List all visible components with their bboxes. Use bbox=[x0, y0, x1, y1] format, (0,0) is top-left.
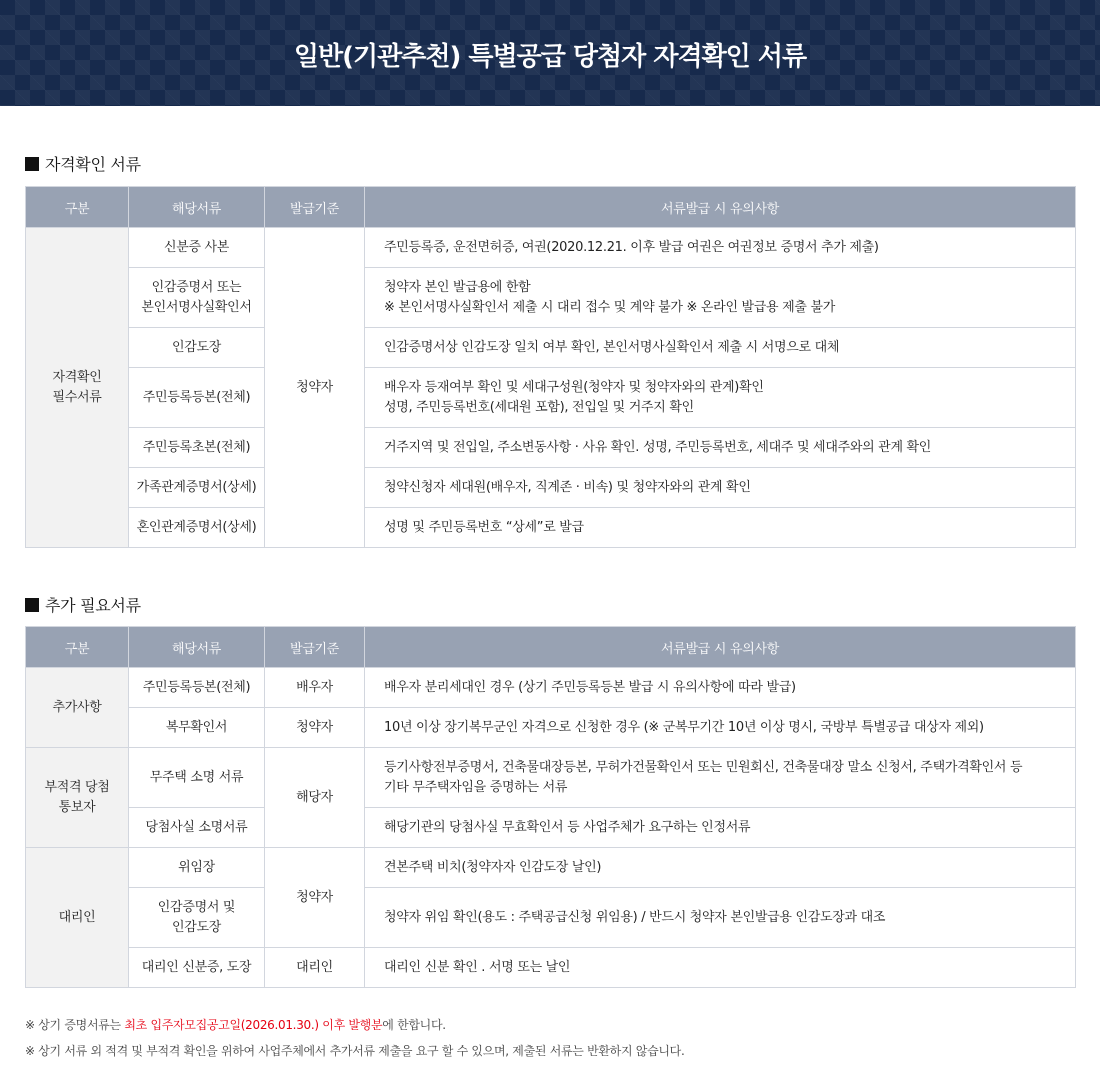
document-cell: 위임장 bbox=[129, 848, 265, 888]
section-title-text: 자격확인 서류 bbox=[45, 155, 141, 174]
note-cell: 대리인 신분 확인 . 서명 또는 날인 bbox=[365, 948, 1076, 988]
category-cell: 자격확인 필수서류 bbox=[26, 228, 129, 548]
table-row bbox=[26, 948, 1076, 988]
note-cell: 청약자 본인 발급용에 한함 ※ 본인서명사실확인서 제출 시 대리 접수 및 계약 불가 ※ 온라인 발급용 제출 불가 bbox=[365, 268, 1076, 328]
table-row bbox=[26, 368, 1076, 428]
table-row bbox=[26, 888, 1076, 948]
table-row bbox=[26, 848, 1076, 888]
highlighted-date-text: 최초 입주자모집공고일(2026.01.30.) 이후 발행분 bbox=[124, 1018, 383, 1032]
basis-cell: 청약자 bbox=[265, 228, 365, 548]
document-cell: 주민등록등본(전체) bbox=[129, 668, 265, 708]
document-cell: 무주택 소명 서류 bbox=[129, 748, 265, 808]
column-header: 해당서류 bbox=[129, 187, 265, 228]
table-row bbox=[26, 328, 1076, 368]
column-header: 발급기준 bbox=[265, 627, 365, 668]
note-cell: 성명 및 주민등록번호 “상세”로 발급 bbox=[365, 508, 1076, 548]
document-cell: 복무확인서 bbox=[129, 708, 265, 748]
table-row bbox=[26, 428, 1076, 468]
note-cell: 배우자 등재여부 확인 및 세대구성원(청약자 및 청약자와의 관계)확인 성명, 주민등록번호(세대원 포함), 전입일 및 거주지 확인 bbox=[365, 368, 1076, 428]
table-header-row bbox=[26, 627, 1076, 668]
document-cell: 주민등록등본(전체) bbox=[129, 368, 265, 428]
header-banner bbox=[0, 0, 1100, 106]
basis-cell: 대리인 bbox=[265, 948, 365, 988]
document-cell: 혼인관계증명서(상세) bbox=[129, 508, 265, 548]
category-cell: 추가사항 bbox=[26, 668, 129, 748]
footnote-additional-request: ※ 상기 서류 외 적격 및 부적격 확인을 위하여 사업주체에서 추가서류 제출을 요구 할 수 있으며, 제출된 서류는 반환하지 않습니다. bbox=[25, 1044, 685, 1058]
basis-cell: 청약자 bbox=[265, 708, 365, 748]
document-cell: 가족관계증명서(상세) bbox=[129, 468, 265, 508]
table-row bbox=[26, 468, 1076, 508]
footnote-validity: ※ 상기 증명서류는 최초 입주자모집공고일(2026.01.30.) 이후 발행분에 한합니다. bbox=[25, 1018, 446, 1032]
table-row bbox=[26, 748, 1076, 808]
document-cell: 인감도장 bbox=[129, 328, 265, 368]
note-cell: 견본주택 비치(청약자자 인감도장 날인) bbox=[365, 848, 1076, 888]
note-cell: 청약자 위임 확인(용도 : 주택공급신청 위임용) / 반드시 청약자 본인발급용 인감도장과 대조 bbox=[365, 888, 1076, 948]
table-row bbox=[26, 668, 1076, 708]
note-cell: 인감증명서상 인감도장 일치 여부 확인, 본인서명사실확인서 제출 시 서명으로 대체 bbox=[365, 328, 1076, 368]
table-header-row bbox=[26, 187, 1076, 228]
document-cell: 대리인 신분증, 도장 bbox=[129, 948, 265, 988]
section-title-additional bbox=[25, 593, 141, 616]
basis-cell: 해당자 bbox=[265, 748, 365, 848]
note-cell: 주민등록증, 운전면허증, 여권(2020.12.21. 이후 발급 여권은 여권정보 증명서 추가 제출) bbox=[365, 228, 1076, 268]
column-header: 발급기준 bbox=[265, 187, 365, 228]
document-cell: 인감증명서 또는 본인서명사실확인서 bbox=[129, 268, 265, 328]
section-title-qualification bbox=[25, 152, 141, 175]
square-bullet-icon bbox=[25, 157, 39, 171]
square-bullet-icon bbox=[25, 598, 39, 612]
note-cell: 해당기관의 당첨사실 무효확인서 등 사업주체가 요구하는 인정서류 bbox=[365, 808, 1076, 848]
note-cell: 청약신청자 세대원(배우자, 직계존 · 비속) 및 청약자와의 관계 확인 bbox=[365, 468, 1076, 508]
qualification-docs-table bbox=[25, 186, 1076, 548]
note-cell: 10년 이상 장기복무군인 자격으로 신청한 경우 (※ 군복무기간 10년 이상 명시, 국방부 특별공급 대상자 제외) bbox=[365, 708, 1076, 748]
page-title: 일반(기관추천) 특별공급 당첨자 자격확인 서류 bbox=[293, 42, 807, 72]
table-row bbox=[26, 268, 1076, 328]
note-cell: 배우자 분리세대인 경우 (상기 주민등록등본 발급 시 유의사항에 따라 발급) bbox=[365, 668, 1076, 708]
column-header: 구분 bbox=[26, 627, 129, 668]
table-row bbox=[26, 808, 1076, 848]
additional-docs-table bbox=[25, 626, 1076, 988]
table-row bbox=[26, 508, 1076, 548]
note-cell: 등기사항전부증명서, 건축물대장등본, 무허가건물확인서 또는 민원회신, 건축물대장 말소 신청서, 주택가격확인서 등 기타 무주택자임을 증명하는 서류 bbox=[365, 748, 1076, 808]
category-cell: 부적격 당첨 통보자 bbox=[26, 748, 129, 848]
table-row bbox=[26, 708, 1076, 748]
section-title-text: 추가 필요서류 bbox=[45, 596, 141, 615]
table-row bbox=[26, 228, 1076, 268]
basis-cell: 청약자 bbox=[265, 848, 365, 948]
column-header: 서류발급 시 유의사항 bbox=[365, 187, 1076, 228]
column-header: 서류발급 시 유의사항 bbox=[365, 627, 1076, 668]
document-cell: 당첨사실 소명서류 bbox=[129, 808, 265, 848]
category-cell: 대리인 bbox=[26, 848, 129, 988]
document-cell: 신분증 사본 bbox=[129, 228, 265, 268]
document-cell: 주민등록초본(전체) bbox=[129, 428, 265, 468]
column-header: 구분 bbox=[26, 187, 129, 228]
note-cell: 거주지역 및 전입일, 주소변동사항 · 사유 확인. 성명, 주민등록번호, 세대주 및 세대주와의 관계 확인 bbox=[365, 428, 1076, 468]
column-header: 해당서류 bbox=[129, 627, 265, 668]
basis-cell: 배우자 bbox=[265, 668, 365, 708]
document-cell: 인감증명서 및 인감도장 bbox=[129, 888, 265, 948]
